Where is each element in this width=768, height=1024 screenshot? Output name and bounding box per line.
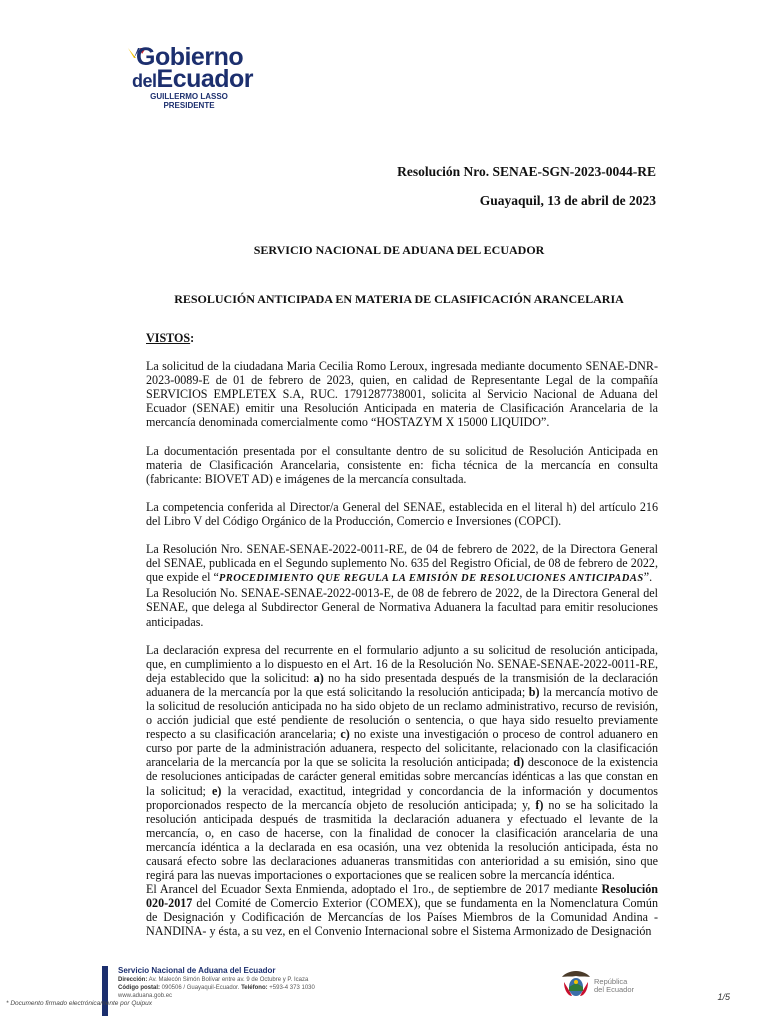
p6-item-a: a): [313, 670, 324, 685]
logo-president: [144, 92, 234, 110]
footer-postal-phone: [118, 984, 315, 992]
footer-address: [118, 976, 315, 984]
p6-item-e-text: la veracidad, exactitud, integridad y concordancia de la información y documentos proporcionados respecto de la mercancía objeto de resolución anticipada; y,: [146, 783, 658, 812]
republica-line2: del Ecuador: [594, 985, 635, 994]
footer-contact: [118, 966, 315, 1000]
gobierno-logo: [124, 44, 264, 114]
footer-postal-label: Código postal:: [118, 985, 160, 991]
logo-ecuador-word: Ecuador: [156, 65, 254, 93]
vistos-heading: [146, 331, 658, 345]
logo-ecuador-text: [132, 66, 253, 94]
footer-phone-label: Teléfono:: [241, 985, 268, 991]
logo-gobierno-text: Gobierno: [136, 43, 244, 71]
institution-title: SERVICIO NACIONAL DE ADUANA DEL ECUADOR: [253, 243, 545, 257]
p7-text-b: del Comité de Comercio Exterior (COMEX), que se fundamenta en la Nomenclatura Común de Designación y Codificación de Mercancías de los Países Miembros de la Comunidad Andina -NANDINA- y ésta, a su vez, en el Convenio Internacional sobre el Sistema Armonizado de Designación: [146, 896, 658, 939]
paragraph-resolucion-0011: [146, 542, 658, 586]
paragraph-declaracion: [146, 643, 658, 883]
resolution-number: Resolución Nro. SENAE-SGN-2023-0044-RE: [397, 164, 656, 179]
logo-president-name: GUILLERMO LASSO: [150, 92, 228, 101]
electronic-signature-note: * Documento firmado electrónicamente por Quipux: [6, 1000, 152, 1007]
p6-item-d: d): [513, 755, 525, 770]
vistos-colon: :: [190, 331, 195, 345]
p6-item-d-text: desconoce de la existencia de resoluciones anticipadas de carácter general emitidas sobre mercancías idénticas a las que constan en la solicitud;: [146, 755, 658, 798]
document-subject: RESOLUCIÓN ANTICIPADA EN MATERIA DE CLASIFICACIÓN ARANCELARIA: [174, 292, 624, 306]
place-date: Guayaquil, 13 de abril de 2023: [479, 193, 656, 208]
p4-procedure-name: PROCEDIMIENTO QUE REGULA LA EMISIÓN DE RESOLUCIONES ANTICIPADAS: [218, 573, 644, 585]
footer-address-value: Av. Malecón Simón Bolívar entre av. 9 de Octubre y P. Icaza: [147, 977, 309, 983]
document-body: [146, 331, 658, 939]
p6-item-c: c): [340, 727, 350, 742]
paragraph-arancel: [146, 882, 658, 938]
footer-org-name: Servicio Nacional de Aduana del Ecuador: [118, 966, 276, 975]
p6-item-e: e): [211, 783, 222, 798]
p6-item-c-text: no existe una investigación o proceso de control aduanero en curso por parte de la administración aduanera, respecto del solicitante, relacionado con la clasificación arancelaria de la mercancía por la que se solicita la resolución anticipada;: [146, 727, 659, 770]
p6-item-a-text: no ha sido presentada después de la transmisión de la declaración aduanera de la mercancía por la que está solicitando la resolución anticipada;: [146, 670, 658, 699]
p6-item-f: f): [535, 797, 544, 812]
paragraph-competencia: La competencia conferida al Director/a General del SENAE, establecida en el literal h) del artículo 216 del Libro V del Código Orgánico de la Producción, Comercio e Inversiones (COPCI).: [146, 499, 658, 528]
ecuador-coat-of-arms-icon: [560, 968, 592, 1000]
paragraph-documentacion: La documentación presentada por el consultante dentro de su solicitud de Resolución Anticipada en materia de Clasificación Arancelaria, consistente en: ficha técnica de la mercancía en consulta (fabricante: BIOVET AD) e imágenes de la mercancía consultada.: [146, 443, 658, 486]
republica-label: [594, 978, 634, 994]
p6-intro: La declaración expresa del recurrente en el formulario adjunto a su solicitud de resolución anticipada, que, en cumplimiento a lo dispuesto en el Art. 16 de la Resolución No. SENAE-SENAE-2022-0011-RE, deja establecido que la solicitud:: [146, 642, 658, 685]
p6-item-f-text: no se ha solicitado la resolución anticipada después de trasmitida la declaración aduanera y efectuado el levante de la mercancía, o, en caso de hacerse, con la finalidad de conocer la clasificación arancelaria de una mercancía idéntica a la declarada en esa ocasión, una vez obtenida la resolución anticipada, ésta no causará efecto sobre las declaraciones aduaneras transmitidas con anterioridad a su emisión, sino que regirá para las nuevas importaciones o exportaciones que se realicen sobre la mercancía idéntica.: [146, 797, 659, 883]
p6-item-b: b): [528, 684, 540, 699]
paragraph-solicitud: La solicitud de la ciudadana Maria Cecilia Romo Leroux, ingresada mediante documento SENAE-DNR-2023-0089-E de 01 de febrero de 2023, quien, en calidad de Representante Legal de la compañía SERVICIOS EMPLETEX S.A, RUC. 1791287738001, solicita al Servicio Nacional de Aduana del Ecuador (SENAE) emitir una Resolución Anticipada en materia de Clasificación Arancelaria de la mercancía denominada comercialmente como “HOSTAZYM X 15000 LIQUIDO”.: [146, 359, 658, 430]
footer-accent-bar: [102, 966, 108, 1016]
p6-item-b-text: la mercancía motivo de la solicitud de resolución anticipada no ha sido objeto de un reclamo administrativo, recurso de revisión, o acción judicial que esté pendiente de resolución o sentencia, o que haya sido resuelto previamente respecto a su clasificación arancelaria;: [146, 684, 658, 742]
paragraph-resolucion-0013: La Resolución No. SENAE-SENAE-2022-0013-E, de 08 de febrero de 2022, de la Directora General del SENAE, que delega al Subdirector General de Normativa Aduanera la facultad para emitir resoluciones anticipadas.: [146, 586, 658, 629]
p7-text-a: El Arancel del Ecuador Sexta Enmienda, adoptado el 1ro., de septiembre de 2017 mediante: [146, 882, 602, 897]
footer-address-label: Dirección:: [118, 977, 148, 983]
page-number: 1/5: [717, 992, 730, 1002]
p7-resolution-ref: Resolución 020-2017: [146, 882, 658, 911]
logo-del-text: del: [132, 71, 157, 91]
vistos-label: VISTOS: [146, 331, 191, 345]
p4-text-a: La Resolución Nro. SENAE-SENAE-2022-0011-RE, de 04 de febrero de 2022, de la Directora General del SENAE, publicada en el Segundo suplemento No. 635 del Registro Oficial, de 08 de febrero de 2022, que expide el “: [146, 542, 658, 585]
logo-president-title: PRESIDENTE: [163, 101, 215, 110]
footer-postal-value: 090506 / Guayaquil-Ecuador.: [160, 985, 242, 991]
footer-website: www.aduana.gob.ec: [118, 993, 173, 999]
p4-text-b: ”.: [643, 570, 653, 585]
footer-phone-value: +593-4 373 1030: [267, 985, 315, 991]
republica-line1: República: [594, 977, 628, 986]
